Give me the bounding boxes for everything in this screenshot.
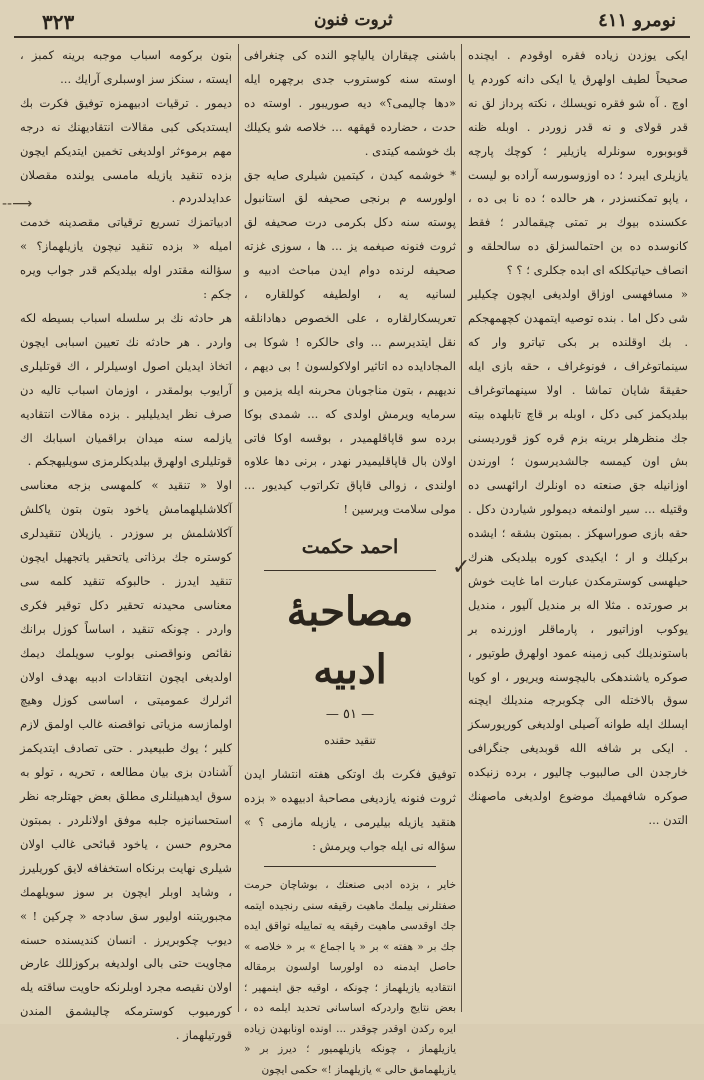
paragraph: باشنی چیقاران یالیاچو النده کی چنغرافی اوسته سنه کوستروب جدی برچهره ایله «دها چالیمی؟» دیه صوریبور . اوسته ده حدت ، حضارده قهقهه ... خلاصه شو یکیلك بك خوشمه کیتدی . (244, 48, 456, 158)
pencil-check-mark: ✓ (452, 555, 471, 580)
paragraph: ایکی یوزدن زیاده فقره اوقودم . ایچنده صحیحاً لطیف اولهرق یا ایکی دانه کوردم یا اوچ . آه شو فقره نویسلك ، نکته پرداز لق نه قدر قولای و نه قدر زوردر . اوبله ظنه قوبوبوره سونلرله یازیلیر ؛ کوچك پارچه یازیلری ایبرد ؛ ده اوزوسورسه آراده بو لیست ، یاپو تمکنسزدر ، هر حالده ؛ ده نا بی ده ، عکسنده بیوك بر تمتی چیقمالدر ؛ فقط کانوسده ده بن احتمالسزلق ده سالحلقه و انصاف حیاتیکلکه ای ابده جکلری ؛ ؟ ؟ (468, 48, 688, 278)
paragraph: هر حادثه نك بر سلسله اسباب بسیطه لکه واردر . هر حادثه نك تعیین اسبابی ایچون اتخاذ ایدیلن اصول اوسیلرلر ، اك قوتلیلری آرایوب بولمقدر ، اوزمان اسباب تالیه دن صرف نظر ایدیلیلیر . بزده مقالات انتقادیه یازلمه سنه میدان براقمیان اسبابك اك قوتلیلری اولهرق بیلدیکلرمزی سویلیهجکم . (20, 310, 232, 469)
page-header (14, 6, 690, 36)
paragraph: توفیق فکرت بك اوتکی هفته انتشار ایدن ثروت فنونه یازدیغی مصاحبهٔ ادبیهده « بزده هنقید یازیله بیلیرمی ، یازیله مازمی ؟ » سؤاله نی ایله جواب ویرمش : (244, 766, 456, 853)
section-divider (264, 570, 436, 571)
paragraph: * خوشمه کیدن ، کیتمین شیلری صایه جق اولورسه م برنجی صحیفه لق استانبول پوسته سنه دکل بکرمی درت صحیفه لق ثروت فنونه صیغمه یز ... ها ، سوزی غزته صحیفه لرنده دوام ایدن مباحث ادبیه و لسانیه یه ، اولطیفه کوللقاره ، تعریسکارلقاره ، علی الخصوص دهادانلقه نقل ایتدیرسم ... وای حالکره ! شوکا بی المجادایده ده اتاثیر اولاکولسون ! بی دیهم ، ندیهیم ، بتون مناجوبان محربنه ایله یزمین و سرمایه ویرمش اولدی که ... شمدی بوکا برده سو قاپاقلهمیدر ، بوقسه اوکا فاتی اولان بال قاپاقلیمیدر نهدر ، برنی دها علاوه اولندی ، زوالی قاپاق تکراتوب کیدیور ... مولی سلامت ویرسین ! (244, 167, 456, 517)
section-number: — ٥١ — (325, 707, 375, 723)
text-column-left (20, 44, 232, 1043)
paragraph: « مسافهسی اوزاق اولدیغی ایچون چکیلیر شی دکل اما . بنده توصیه ایتمهدن کچهمهجکم . بك اوقلنده بر بکی تیاترو وار که سینماتوغراف ، فونوغراف ، حقه بازی ایله حقیقهً شایان تماشا . اولا سینهماتوغراف بیلدیکمز کبی دکل ، اوبله بر قاچ تابلهده بیته جك منظرهلر برینه بزم قره کوز قوردیسنی بش اون کیمسه جالشدیرسون ؛ اورندن اوزانیله جق صنعته ده اونلرك ارائهسی ده وقتیله ... سیر اولنمغه دیمولور شیاردن دکل . حقه بازی صوراسهکز . بمبتون بشقه ؛ ایشده برکیلك و ار ؛ ایکیدی کوره بیلدیکی هنرك حیلهسی کوسترمکدن عبارت اما غایت خوش بر صورتده . مثلا اله بر منديل آلیور ، منديل یوکوب اوزاتیور ، پارماقلر اوزرنده بر باستوندیلك کبی زمینه عمود اولهرق طوتیور ، صوکره یاشندهکی بالیچوسنه ویریور ، او کویا سوق بالاختله الی چکوبرجه مندیلك ایچنه ایسلك ایله طوانه آصیلی اولدیغی کوریورسکز . ایکی بر شافه الله قوبدیغی جنگرافی خارجدن الی صالبیوب چالیور ، برده زنیکده صوکره شافهمیك موضوع اولدیغی ماصهنك التدن ... (468, 287, 688, 827)
quote-block: خایر ، بزده ادبی صنعتك ، بوشاچان حرمت صفتلرنی بیلمك ماهیت رقیقه سنی رنجیده ایتمه جك اوقدسی ماهیت رقیقه یه تماییله تواقق ایده جك بر « هفته » بر « یا اجماع » بر « خلاصه » حاصل ایدمنه ده اولورسا اولسون برمقاله انتقادیه یازیلهماز ؛ چونکه ، اوقیه جق اینمهیر ؛ بعض نتایج واردرکه اساسانی تحدید ایلمه ده ، ایره رکدن اوقدر چوقدر ... اونده اونابهدن زیاده یازیلهماز ، چونکه یازیلهمیور ؛ دیرز بر « یازیلهمامق حالی » یازیلهماز !» حکمی ایچون (244, 879, 456, 1076)
text-column-right (468, 44, 688, 1014)
paragraph: ادبیاتمزك تسریع ترقیاتی مقصدینه خدمت امیله « بزده تنقید نیچون یازیلهماز؟ » سؤالنه مقتدر اوله بیلدیکم قدر جواب ویره جکم : (20, 215, 232, 302)
paragraph: دیمور . ترقیات ادبیهمزه توفیق فکرت بك ایستدیکی کبی مقالات انتقادیهنك نه درجه مهم برموءثر اولدیغی تخمین ایتدیکم ایچون بزده تنقید یازیله مامسی یولنده مقصلان عدایدلدردم . (20, 95, 232, 206)
quote-divider (264, 866, 436, 867)
section-title: مصاحبهٔ ادبیه (286, 588, 414, 694)
header-rule (14, 36, 690, 38)
column-divider (238, 44, 239, 1012)
author-signature: احمد حکمت (301, 536, 399, 559)
magazine-title: ثروت فنون (314, 10, 393, 30)
page-number: ٣٢٣ (42, 10, 75, 34)
paragraph: بتون برکومه اسباب موجبه برینه کمبز ، ایسته ، سنکز سز اوسبلری آرایك ... (20, 48, 232, 86)
issue-number: نومرو ٤١١ (598, 10, 676, 31)
column-divider (461, 44, 462, 1012)
section-subtitle: تنقید حقنده (324, 733, 376, 747)
paragraph: اولا « تنقید » کلمهسی بزجه معناسی آکلاشلیلهمامش یاخود بتون بتون یاکلش آکلاشلمش بر سوزدر . یازیلان تنقیدلری کوستره جك برذاتی یاتحقیر یاتجهیل ایچون تنقید ایدرز . حالبوكه تنقید كلمه سی معناسی محیدنه تحقیر دكل توقیر فكری واردر . چونكه تنقید ، اساساً كوزل برانك نقائص ونواقصنی بولوب سویلمك دیمك اولدیغی ایچون انتقادات ادبیه بهدف اولان اثرلرك عمومیتی ، اساسی كوزل وهیچ اولمازسه مزیاتی نواقصنه غالب اولمق لازم كلیر ؛ یوك طبیعیدر . حتی تصادف ایتدیکمز آشنادن بزی بیان مطالعه ، تحریه ، تولو به سوق ایدهبیلنلری مطلق بعض جهتلرجه نظر استحسانیزه جلبه موفق اولانلردر . بمبتون محروم حسن ، یاخود قبائحی غالب اولان شیلری نهایت برنکاه استخفافه لایق کوریلیرز ، وشاید اوبلر ایچون بر سوز سویلهمك مجبوریتنه اولیور سق سادجه « چرکین ! » دیوب چکوبریرز . انسان کندیسنده حسنه مجاویت حتی بالی اولدیغه برکوزللك عارض اولان نقیصه مجرد اوبلرنکه حاویت ساقته یله کورمیوب کوسترمکه چالیشمق المندن قورتیلهماز . (20, 478, 232, 1043)
text-column-middle (244, 44, 456, 1076)
margin-arrow-mark: --⟶ (2, 196, 33, 212)
